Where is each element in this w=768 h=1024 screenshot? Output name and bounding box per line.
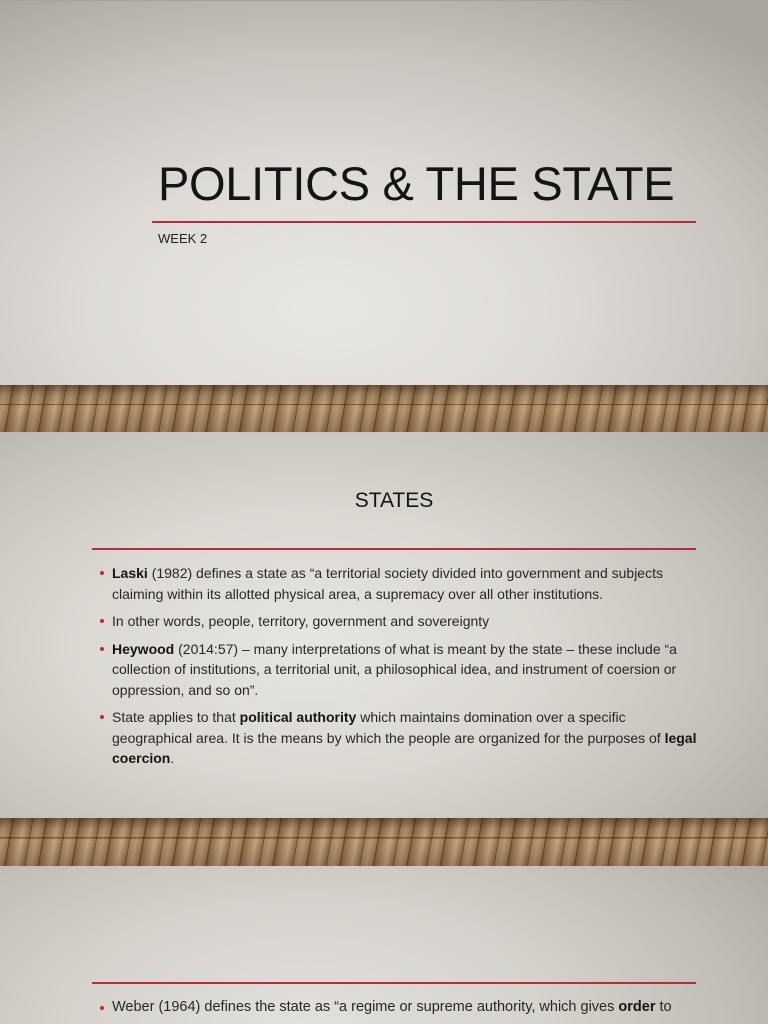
bullet-text: which maintains domination over a specific geographical area. It is the means by which the people are organized for the purposes of: [112, 709, 665, 746]
bullet-text: State applies to that: [112, 709, 240, 725]
bullet-text: (1982) defines a state as “a territorial society divided into government and subjects claiming within its allotted physical area, a supremacy over all other institutions.: [112, 565, 663, 602]
bold-term: Heywood: [112, 640, 175, 657]
wood-floor-divider: [0, 818, 768, 866]
bullet-text: to: [655, 999, 672, 1015]
presentation-title: POLITICS & THE STATE: [158, 157, 675, 210]
bullet-list: [100, 563, 702, 776]
bullet-list: [100, 997, 702, 1024]
slide-title: STATES: [354, 489, 434, 512]
bullet-dot-icon: [100, 1006, 104, 1010]
bullet-dot-icon: [100, 647, 104, 651]
presentation-subtitle: WEEK 2: [158, 231, 208, 246]
bullet-text: Weber (1964) defines the state as “a regime or supreme authority, which gives: [112, 999, 619, 1015]
bullet-item: [100, 639, 702, 701]
wood-floor-divider: [0, 385, 768, 432]
bullet-dot-icon: [100, 715, 104, 719]
bold-term: legal coercion: [112, 729, 697, 766]
title-underline: [92, 982, 696, 984]
bold-term: order: [618, 999, 656, 1015]
bullet-dot-icon: [100, 619, 104, 623]
bullet-item: [100, 563, 702, 604]
bullet-item: [100, 707, 702, 769]
bullet-text: .: [170, 750, 175, 766]
slide-3: [0, 866, 768, 1024]
bullet-text: (2014:57) – many interpretations of what is meant by the state – these include “a collection of institutions, a territorial unit, a philosophical idea, and instrument of coersion or oppression, and so on”.: [112, 640, 677, 698]
bullet-item: [100, 611, 702, 632]
bullet-dot-icon: [100, 571, 104, 575]
slide-1: [0, 0, 768, 385]
bullet-item: [100, 997, 702, 1018]
bullet-text: In other words, people, territory, government and sovereignty: [112, 613, 490, 629]
title-underline: [92, 548, 696, 550]
bold-term: political authority: [239, 709, 357, 725]
slide-2: [0, 432, 768, 818]
bold-term: Laski: [112, 565, 148, 581]
title-underline: [152, 221, 696, 223]
